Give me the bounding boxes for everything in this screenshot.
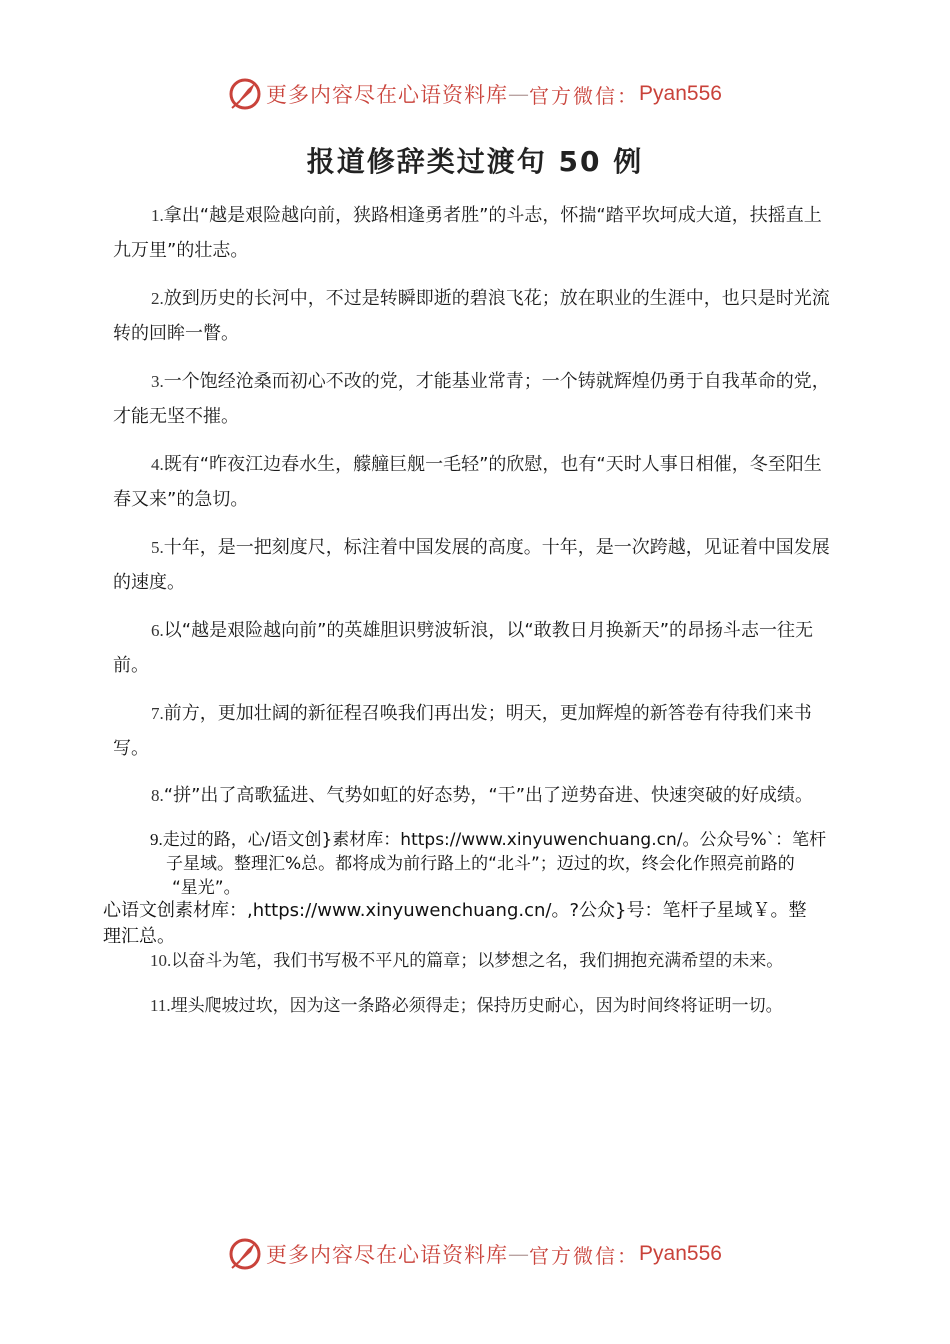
banner-wechat: Pyan556 (639, 1242, 722, 1265)
banner-site: 更多内容尽在心语资料库 (266, 1243, 509, 1267)
header-banner (0, 72, 950, 116)
item-text-line2: 子星域。整理汇%总。都将成为前行路上的“北斗”；迈过的坎，终会化作照亮前路的 (166, 854, 795, 874)
item-number: 3. (151, 372, 164, 391)
item-text: 一个饱经沧桑而初心不改的党，才能基业常青；一个铸就辉煌仍勇于自我革命的党，才能无坚不摧。 (113, 371, 830, 427)
item-number: 1. (151, 206, 164, 225)
item-text: 放到历史的长河中，不过是转瞬即逝的碧浪飞花；放在职业的生涯中，也只是时光流转的回眸一瞥。 (113, 288, 830, 344)
banner-site: 更多内容尽在心语资料库 (266, 83, 509, 107)
item-text: 既有“昨夜江边春水生，艨艟巨舰一毛轻”的欣慰，也有“天时人事日相催，冬至阳生春又来”的急切。 (113, 454, 822, 510)
item-number: 6. (151, 621, 164, 640)
list-item (113, 364, 837, 434)
list-item (113, 198, 837, 268)
watermark-line1: 心语文创素材库：,https://www.xinyuwenchuang.cn/。?公众}号：笔杆子星域￥。整 (103, 900, 807, 921)
banner-label: 官方微信： (529, 83, 640, 108)
banner-wechat: Pyan556 (639, 82, 722, 105)
item-number: 4. (151, 455, 164, 474)
item-number: 2. (151, 289, 164, 308)
item-text: 以“越是艰险越向前”的英雄胆识劈波斩浪，以“敢教日月换新天”的昂扬斗志一往无前。 (113, 620, 814, 676)
item-text-line3: “星光”。 (172, 878, 241, 898)
list-item (150, 828, 840, 900)
list-item (150, 988, 850, 1024)
list-item (113, 613, 837, 683)
item-text: 以奋斗为笔，我们书写极不平凡的篇章；以梦想之名，我们拥抱充满希望的未来。 (171, 951, 784, 971)
item-text-line1: 走过的路，心/语文创}素材库：https://www.xinyuwenchuang.cn/。公众号%`：笔杆 (162, 830, 827, 850)
banner-dash: — (508, 82, 530, 106)
item-text: 拿出“越是艰险越向前，狭路相逢勇者胜”的斗志，怀揣“踏平坎坷成大道，扶摇直上九万里”的壮志。 (113, 205, 822, 261)
page-title: 报道修辞类过渡句 50 例 (306, 145, 644, 178)
list-item (113, 778, 837, 813)
item-text: 前方，更加壮阔的新征程召唤我们再出发；明天，更加辉煌的新答卷有待我们来书写。 (113, 703, 812, 759)
list-item (113, 530, 837, 600)
quill-logo-icon (228, 77, 262, 111)
list-item (113, 281, 837, 351)
item-text: 十年，是一把刻度尺，标注着中国发展的高度。十年，是一次跨越，见证着中国发展的速度。 (113, 537, 830, 593)
footer-banner (0, 1232, 950, 1276)
item-number: 7. (151, 704, 164, 723)
quill-logo-icon (228, 1237, 262, 1271)
list-item (113, 696, 837, 766)
item-number: 5. (151, 538, 164, 557)
banner-label: 官方微信： (529, 1243, 640, 1268)
item-number: 8. (151, 786, 164, 805)
list-item (150, 943, 850, 979)
watermark-line2: 理汇总。 (103, 926, 175, 947)
item-text: “拼”出了高歌猛进、气势如虹的好态势，“干”出了逆势奋进、快速突破的好成绩。 (163, 785, 814, 806)
list-item (113, 447, 837, 517)
banner-dash: — (508, 1242, 530, 1266)
item-number: 10. (150, 951, 172, 970)
item-number: 11. (150, 996, 171, 1015)
item-text: 埋头爬坡过坎，因为这一条路必须得走；保持历史耐心，因为时间终将证明一切。 (170, 996, 783, 1016)
item-number: 9. (150, 830, 163, 849)
